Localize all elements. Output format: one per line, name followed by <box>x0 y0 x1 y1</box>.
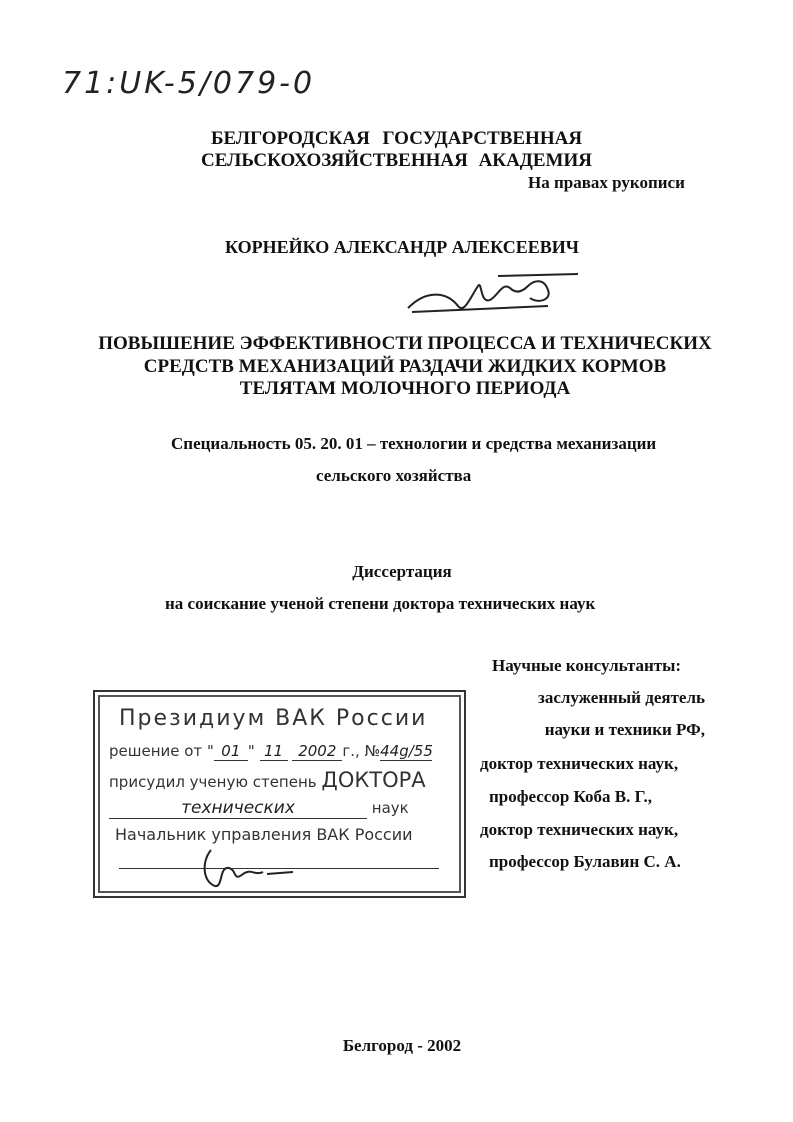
stamp-field: технических <box>109 798 367 819</box>
archive-code: 71:UK-5/079-0 <box>62 66 316 101</box>
institution-line-1: БЕЛГОРОДСКАЯ ГОСУДАРСТВЕННАЯ <box>210 128 583 149</box>
degree-line: на соискание ученой степени доктора технических наук <box>165 594 596 613</box>
consultant-line: заслуженный деятель <box>537 688 705 707</box>
stamp-year-suffix: г., № <box>342 742 381 760</box>
stamp-year: 2002 <box>292 742 342 761</box>
institution-line-2: СЕЛЬСКОХОЗЯЙСТВЕННАЯ АКАДЕМИЯ <box>201 150 592 171</box>
specialty-line-2: сельского хозяйства <box>316 466 472 485</box>
consultant-line: науки и техники РФ, <box>544 720 705 739</box>
dissertation-title-line-2: СРЕДСТВ МЕХАНИЗАЦИЙ РАЗДАЧИ ЖИДКИХ КОРМОВ <box>143 356 667 377</box>
stamp-field-row <box>109 798 409 819</box>
author-name: КОРНЕЙКО АЛЕКСАНДР АЛЕКСЕЕВИЧ <box>225 237 579 257</box>
stamp-title: Президиум ВАК России <box>119 706 428 731</box>
stamp-degree: ДОКТОРА <box>321 768 426 792</box>
consultant-line: профессор Булавин С. А. <box>489 852 681 871</box>
stamp-head-row: Начальник управления ВАК России <box>115 825 413 844</box>
stamp-quote: " <box>247 742 255 760</box>
author-signature <box>398 268 598 324</box>
stamp-day: 01 <box>214 742 248 761</box>
specialty-line-1: Специальность 05. 20. 01 – технологии и средства механизации <box>171 434 657 453</box>
consultants-heading: Научные консультанты: <box>492 656 682 675</box>
stamp-awarded-prefix: присудил ученую степень <box>109 773 317 791</box>
stamp-decision-prefix: решение от " <box>109 742 214 760</box>
stamp-number: 44g/55 <box>380 742 433 760</box>
stamp-awarded-row <box>109 768 426 792</box>
vak-stamp <box>93 690 466 898</box>
rights-note: На правах рукописи <box>528 173 685 192</box>
stamp-decision-row <box>109 742 432 761</box>
stamp-month: 11 <box>260 742 288 761</box>
stamp-field-suffix: наук <box>371 799 409 817</box>
dissertation-title-line-1: ПОВЫШЕНИЕ ЭФФЕКТИВНОСТИ ПРОЦЕССА И ТЕХНИЧЕСКИХ <box>98 333 712 354</box>
footer-city-year: Белгород - 2002 <box>342 1036 462 1055</box>
dissertation-title-line-3: ТЕЛЯТАМ МОЛОЧНОГО ПЕРИОДА <box>239 378 571 399</box>
consultant-line: доктор технических наук, <box>480 820 679 839</box>
consultant-line: профессор Коба В. Г., <box>489 787 653 806</box>
stamp-signature <box>193 842 303 892</box>
consultant-line: доктор технических наук, <box>480 754 679 773</box>
work-type: Диссертация <box>352 562 452 581</box>
